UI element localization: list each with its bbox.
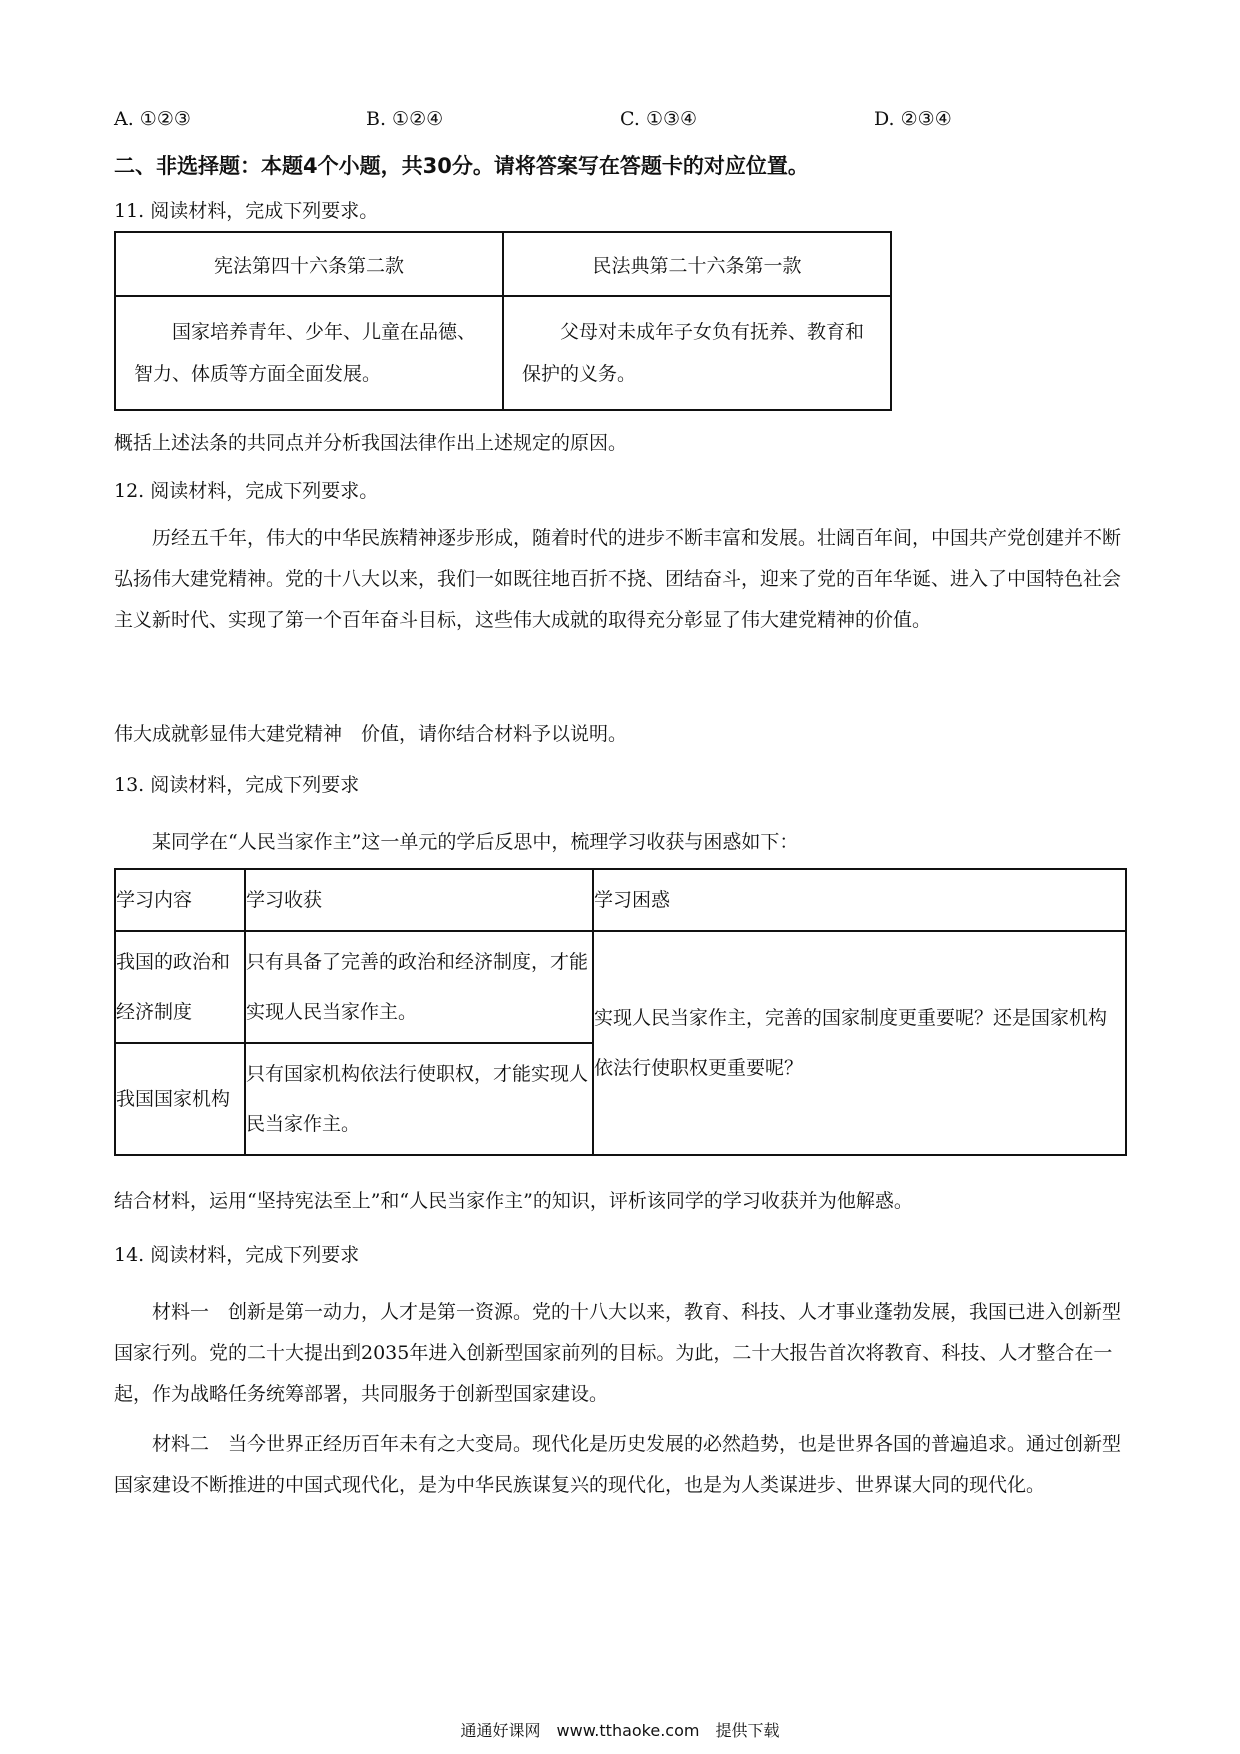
q12-question: 伟大成就彰显伟大建党精神 价值，请你结合材料予以说明。	[114, 723, 628, 745]
q13-header-confusion: 学习困惑	[593, 869, 1126, 931]
q14-material2: 材料二 当今世界正经历百年未有之大变局。现代化是历史发展的必然趋势，也是世界各国的普遍追求。通过创新型国家建设不断推进的中国式现代化，是为中华民族谋复兴的现代化，也是为人类谋进步、世界谋大同的现代化。	[114, 1433, 1122, 1496]
q13-row1-content: 我国的政治和经济制度	[115, 931, 245, 1043]
q11-col2-text: 父母对未成年子女负有抚养、教育和保护的义务。	[522, 321, 865, 385]
q13-header-gain: 学习收获	[245, 869, 593, 931]
option-d: D. ②③④	[874, 108, 952, 130]
q11-col2-header: 民法典第二十六条第一款	[503, 232, 891, 296]
q13-prompt: 13. 阅读材料，完成下列要求	[114, 774, 360, 796]
section-heading: 二、非选择题：本题4个小题，共30分。请将答案写在答题卡的对应位置。	[114, 154, 809, 178]
q13-question: 结合材料，运用“坚持宪法至上”和“人民当家作主”的知识，评析该同学的学习收获并为他解惑。	[114, 1190, 913, 1212]
q12-material: 历经五千年，伟大的中华民族精神逐步形成，随着时代的进步不断丰富和发展。壮阔百年间，中国共产党创建并不断弘扬伟大建党精神。党的十八大以来，我们一如既往地百折不挠、团结奋斗，迎来了党的百年华诞、进入了中国特色社会主义新时代、实现了第一个百年奋斗目标，这些伟大成就的取得充分彰显了伟大建党精神的价值。	[114, 527, 1122, 631]
option-b: B. ①②④	[366, 108, 444, 130]
q14-material1: 材料一 创新是第一动力，人才是第一资源。党的十八大以来，教育、科技、人才事业蓬勃发展，我国已进入创新型国家行列。党的二十大提出到2035年进入创新型国家前列的目标。为此，二十大报告首次将教育、科技、人才整合在一起，作为战略任务统筹部署，共同服务于创新型国家建设。	[114, 1301, 1122, 1405]
q11-col1-text: 国家培养青年、少年、儿童在品德、智力、体质等方面全面发展。	[134, 321, 477, 385]
q13-header-content: 学习内容	[115, 869, 245, 931]
q13-table	[114, 868, 1127, 1156]
q11-prompt: 11. 阅读材料，完成下列要求。	[114, 200, 379, 222]
q11-col1-body	[115, 296, 503, 410]
q14-prompt: 14. 阅读材料，完成下列要求	[114, 1244, 360, 1266]
q12-prompt: 12. 阅读材料，完成下列要求。	[114, 480, 379, 502]
option-a: A. ①②③	[114, 108, 191, 130]
option-c: C. ①③④	[620, 108, 698, 130]
q13-row2-content: 我国国家机构	[115, 1043, 245, 1155]
q13-intro: 某同学在“人民当家作主”这一单元的学后反思中，梳理学习收获与困惑如下：	[152, 831, 799, 853]
q13-row1-gain: 只有具备了完善的政治和经济制度，才能实现人民当家作主。	[245, 931, 593, 1043]
q11-table	[114, 231, 892, 411]
q11-col2-body	[503, 296, 891, 410]
q11-question: 概括上述法条的共同点并分析我国法律作出上述规定的原因。	[114, 432, 628, 454]
page-footer: 通通好课网 www.tthaoke.com 提供下载	[460, 1721, 780, 1740]
q13-confusion: 实现人民当家作主，完善的国家制度更重要呢？还是国家机构依法行使职权更重要呢？	[593, 931, 1126, 1155]
q13-row2-gain: 只有国家机构依法行使职权，才能实现人民当家作主。	[245, 1043, 593, 1155]
q11-col1-header: 宪法第四十六条第二款	[115, 232, 503, 296]
